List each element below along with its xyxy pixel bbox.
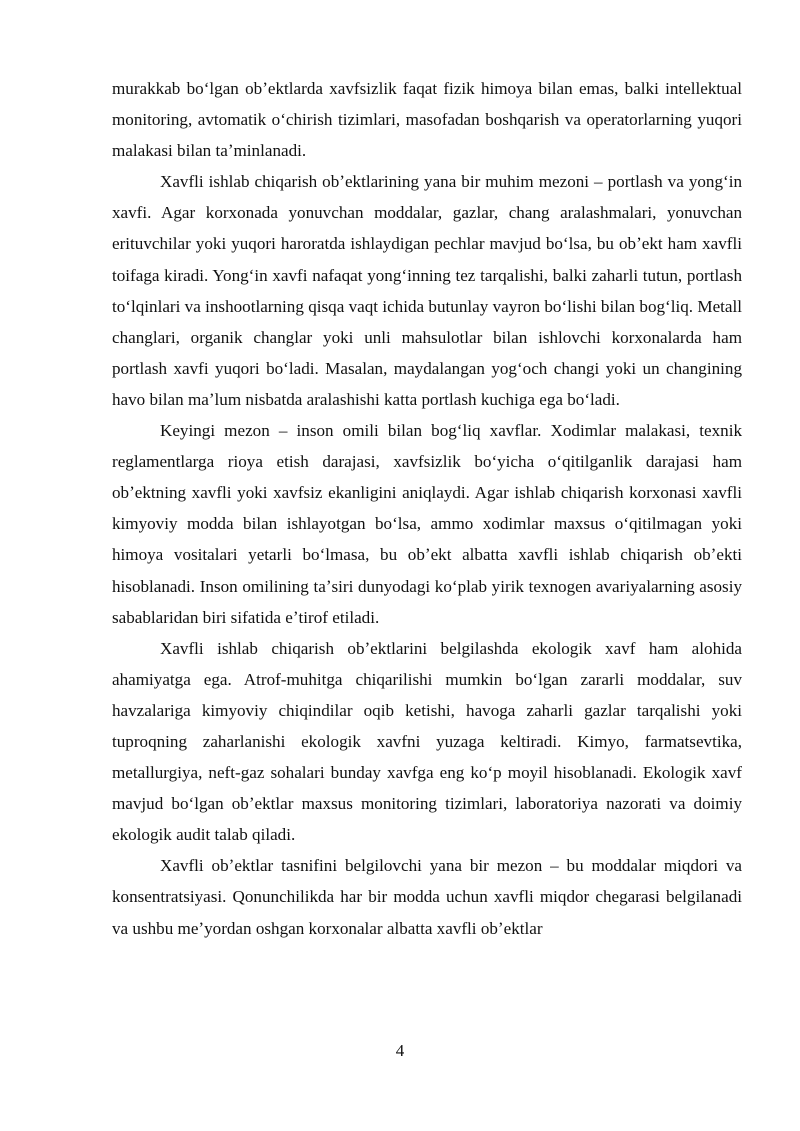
page-number: 4	[395, 1041, 405, 1060]
body-text	[112, 73, 742, 944]
paragraph-fire-explosion-hazard: Xavfli ishlab chiqarish obʼektlarining yana bir muhim mezoni – portlash va yongʻin xavfi. Agar korxonada yonuvchan moddalar, gazlar, chang aralashmalari, yonuvchan erituvchilar yoki yuqori haroratda ishlaydigan pechlar mavjud boʻlsa, bu obʼekt ham xavfli toifaga kiradi. Yongʻin xavfi nafaqat yongʻinning tez tarqalishi, balki zaharli tutun, portlash toʻlqinlari va inshootlarning qisqa vaqt ichida butunlay vayron boʻlishi bilan bogʻliq. Metall changlari, organik changlar yoki unli mahsulotlar bilan ishlovchi korxonalarda ham portlash xavfi yuqori boʻladi. Masalan, maydalangan yogʻoch changi yoki un changining havo bilan maʼlum nisbatda aralashishi katta portlash kuchiga ega boʻladi.	[112, 172, 742, 409]
paragraph-continuation: murakkab boʻlgan obʼektlarda xavfsizlik faqat fizik himoya bilan emas, balki intellektual monitoring, avtomatik oʻchirish tizimlari, masofadan boshqarish va operatorlarning yuqori malakasi bilan taʼminlanadi.	[112, 79, 742, 161]
paragraph-ecological-hazard: Xavfli ishlab chiqarish obʼektlarini belgilashda ekologik xavf ham alohida ahamiyatga ega. Atrof-muhitga chiqarilishi mumkin boʻlgan zararli moddalar, suv havzalariga kimyoviy chiqindilar oqib ketishi, havoga zaharli gazlar tarqalishi yoki tuproqning zaharlanishi ekologik xavfni yuzaga keltiradi. Kimyo, farmatsevtika, metallurgiya, neft-gaz sohalari bunday xavfga eng koʻp moyil hisoblanadi. Ekologik xavf mavjud boʻlgan obʼektlar maxsus monitoring tizimlari, laboratoriya nazorati va doimiy ekologik audit talab qiladi.	[112, 638, 742, 845]
paragraph-substance-quantity: Xavfli obʼektlar tasnifini belgilovchi yana bir mezon – bu moddalar miqdori va konsentratsiyasi. Qonunchilikda har bir modda uchun xavfli miqdor chegarasi belgilanadi va ushbu meʼyordan oshgan korxonalar albatta xavfli obʼektlar	[112, 856, 742, 938]
paragraph-human-factor: Keyingi mezon – inson omili bilan bogʻliq xavflar. Xodimlar malakasi, texnik reglamentlarga rioya etish darajasi, xavfsizlik boʻyicha oʻqitilganlik darajasi ham obʼektning xavfli yoki xavfsiz ekanligini aniqlaydi. Agar ishlab chiqarish korxonasi xavfli kimyoviy modda bilan ishlayotgan boʻlsa, ammo xodimlar maxsus oʻqitilmagan yoki himoya vositalari yetarli boʻlmasa, bu obʼekt albatta xavfli ishlab chiqarish obʼekti hisoblanadi. Inson omilining taʼsiri dunyodagi koʻplab yirik texnogen avariyalarning asosiy sabablaridan biri sifatida eʼtirof etiladi.	[112, 421, 742, 627]
